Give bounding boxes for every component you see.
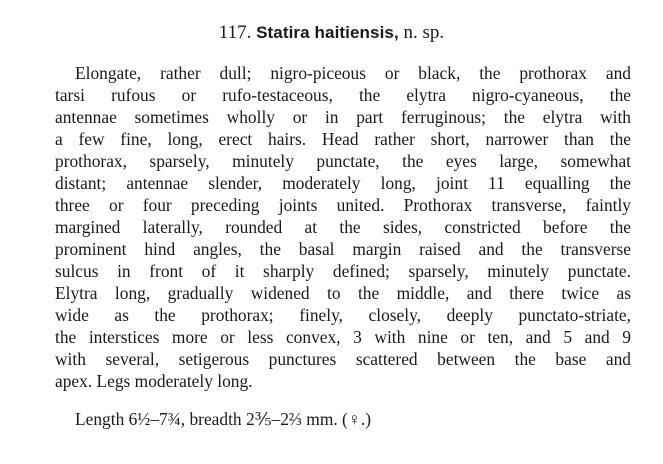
- species-name: Statira haitiensis,: [256, 23, 399, 42]
- description-line: the interstices more or less convex, 3 with nine or ten, and 5 and 9: [55, 327, 631, 347]
- description-line: tarsi rufous or rufo-testaceous, the elytra nigro-cyaneous, the: [55, 85, 631, 105]
- description-line: distant; antennae slender, moderately long, joint 11 equalling the: [55, 173, 631, 193]
- description-line: three or four preceding joints united. Prothorax transverse, faintly: [55, 195, 631, 215]
- description-line: margined laterally, rounded at the sides, constricted before the: [55, 217, 631, 237]
- description-line: apex. Legs moderately long.: [55, 371, 253, 391]
- species-description: [55, 62, 631, 392]
- description-line: prominent hind angles, the basal margin raised and the transverse: [55, 239, 631, 259]
- description-line: antennae sometimes wholly or in part ferruginous; the elytra with: [55, 107, 631, 127]
- description-line: prothorax, sparsely, minutely punctate, the eyes large, somewhat: [55, 151, 631, 171]
- new-species-tag: n. sp.: [403, 22, 445, 43]
- description-line: Elongate, rather dull; nigro-piceous or black, the prothorax and: [75, 63, 631, 83]
- description-line: sulcus in front of it sharply defined; sparsely, minutely punctate.: [55, 261, 631, 281]
- description-line: a few fine, long, erect hairs. Head rather short, narrower than the: [55, 129, 631, 149]
- description-line: with several, setigerous punctures scattered between the base and: [55, 349, 631, 369]
- description-line: wide as the prothorax; finely, closely, deeply punctato-striate,: [55, 305, 631, 325]
- entry-number: 117.: [218, 22, 252, 43]
- measurements: Length 6½–7¾, breadth 2⅗–2⅔ mm. (♀.): [75, 409, 372, 429]
- description-line: Elytra long, gradually widened to the middle, and there twice as: [55, 283, 631, 303]
- species-heading: [0, 20, 663, 46]
